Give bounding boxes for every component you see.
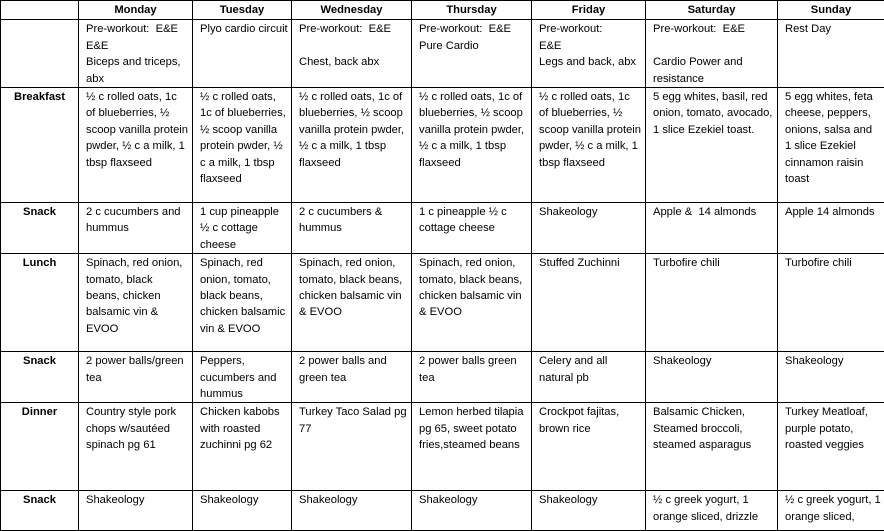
table-cell: Pre-workout: E&E E&E Biceps and triceps, abx (79, 20, 193, 88)
table-cell: Turbofire chili (646, 254, 778, 352)
table-cell: 5 egg whites, feta cheese, peppers, onions, salsa and 1 slice Ezekiel cinnamon raisin toast (778, 88, 884, 203)
table-cell: Apple & 14 almonds (646, 203, 778, 254)
table-row-snack-1 (1, 203, 884, 254)
table-cell: Shakeology (532, 491, 646, 531)
table-cell: Shakeology (412, 491, 532, 531)
table-cell: Crockpot fajitas, brown rice (532, 403, 646, 491)
table-cell: Spinach, red onion, tomato, black beans, chicken balsamic vin & EVOO (412, 254, 532, 352)
row-label: Breakfast (1, 88, 79, 203)
table-cell: 2 power balls/green tea (79, 352, 193, 403)
table-cell: 5 egg whites, basil, red onion, tomato, avocado, 1 slice Ezekiel toast. (646, 88, 778, 203)
row-label: Dinner (1, 403, 79, 491)
table-cell: Country style pork chops w/sautéed spinach pg 61 (79, 403, 193, 491)
corner-cell (1, 1, 79, 20)
table-cell: Turkey Meatloaf, purple potato, roasted veggies (778, 403, 884, 491)
table-cell: Plyo cardio circuit (193, 20, 292, 88)
day-header-thursday: Thursday (412, 1, 532, 20)
day-header-saturday: Saturday (646, 1, 778, 20)
row-label: Lunch (1, 254, 79, 352)
table-cell: Peppers, cucumbers and hummus (193, 352, 292, 403)
table-cell: ½ c rolled oats, 1c of blueberries, ½ scoop vanilla protein pwder, ½ c a milk, 1 tbsp flaxseed (292, 88, 412, 203)
table-cell: 2 power balls and green tea (292, 352, 412, 403)
table-cell: Pre-workout: E&E Cardio Power and resistance (646, 20, 778, 88)
table-row-lunch (1, 254, 884, 352)
day-header-monday: Monday (79, 1, 193, 20)
row-label (1, 20, 79, 88)
table-cell: Spinach, red onion, tomato, black beans, chicken balsamic vin & EVOO (292, 254, 412, 352)
day-header-wednesday: Wednesday (292, 1, 412, 20)
table-cell: ½ c rolled oats, 1c of blueberries, ½ scoop vanilla protein pwder, ½ c a milk, 1 tbsp flaxseed (79, 88, 193, 203)
table-cell: 2 c cucumbers & hummus (292, 203, 412, 254)
row-label: Snack (1, 491, 79, 531)
table-row-breakfast (1, 88, 884, 203)
table-cell: Shakeology (79, 491, 193, 531)
table-row-dinner (1, 403, 884, 491)
table-cell: Shakeology (778, 352, 884, 403)
table-cell: Pre-workout: E&E Chest, back abx (292, 20, 412, 88)
table-cell: Lemon herbed tilapia pg 65, sweet potato fries,steamed beans (412, 403, 532, 491)
table-row-snack-2 (1, 352, 884, 403)
table-cell: Shakeology (532, 203, 646, 254)
day-header-friday: Friday (532, 1, 646, 20)
table-cell: 2 power balls green tea (412, 352, 532, 403)
table-cell: Celery and all natural pb (532, 352, 646, 403)
day-header-sunday: Sunday (778, 1, 884, 20)
table-cell: Spinach, red onion, tomato, black beans, chicken balsamic vin & EVOO (79, 254, 193, 352)
row-label: Snack (1, 203, 79, 254)
table-cell: Stuffed Zuchinni (532, 254, 646, 352)
table-cell: Pre-workout: E&E Legs and back, abx (532, 20, 646, 88)
table-cell: Rest Day (778, 20, 884, 88)
table-cell: Turkey Taco Salad pg 77 (292, 403, 412, 491)
table-cell: ½ c rolled oats, 1c of blueberries, ½ scoop vanilla protein pwder, ½ c a milk, 1 tbsp flaxseed (532, 88, 646, 203)
row-label: Snack (1, 352, 79, 403)
table-cell: ½ c greek yogurt, 1 orange sliced, (778, 491, 884, 531)
table-cell: Pre-workout: E&E Pure Cardio (412, 20, 532, 88)
table-cell: Chicken kabobs with roasted zuchinni pg 62 (193, 403, 292, 491)
table-cell: ½ c rolled oats, 1c of blueberries, ½ scoop vanilla protein pwder, ½ c a milk, 1 tbsp flaxseed (193, 88, 292, 203)
header-row (1, 1, 884, 20)
table-cell: ½ c rolled oats, 1c of blueberries, ½ scoop vanilla protein pwder, ½ c a milk, 1 tbsp flaxseed (412, 88, 532, 203)
table-cell: 1 c pineapple ½ c cottage cheese (412, 203, 532, 254)
table-cell: Balsamic Chicken, Steamed broccoli, steamed asparagus (646, 403, 778, 491)
table-cell: 2 c cucumbers and hummus (79, 203, 193, 254)
table-cell: Shakeology (646, 352, 778, 403)
table-cell: ½ c greek yogurt, 1 orange sliced, drizzle (646, 491, 778, 531)
table-cell: Spinach, red onion, tomato, black beans, chicken balsamic vin & EVOO (193, 254, 292, 352)
table-row-workout (1, 20, 884, 88)
table-cell: Turbofire chili (778, 254, 884, 352)
table-cell: Apple 14 almonds (778, 203, 884, 254)
day-header-tuesday: Tuesday (193, 1, 292, 20)
table-cell: Shakeology (193, 491, 292, 531)
table-cell: 1 cup pineapple ½ c cottage cheese (193, 203, 292, 254)
table-cell: Shakeology (292, 491, 412, 531)
